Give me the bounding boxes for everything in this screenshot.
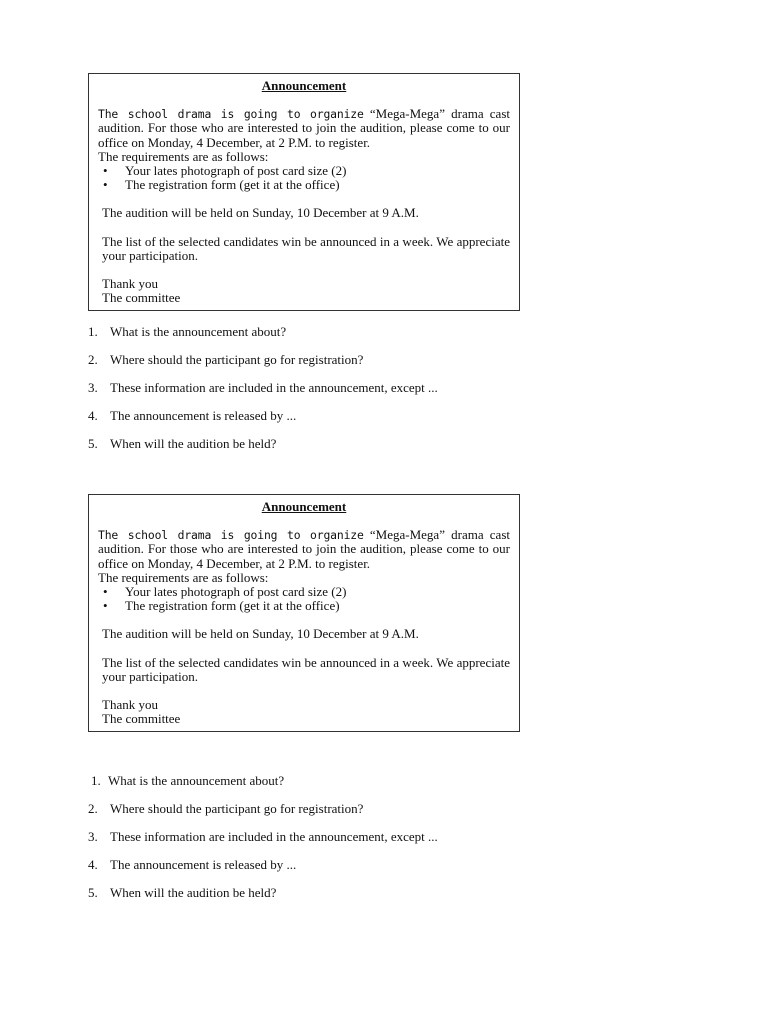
question-item [88,802,528,830]
question-number: 2. [88,801,98,816]
requirements-list [98,585,510,613]
question-item [88,381,528,409]
requirement-text: Your lates photograph of post card size (2) [125,584,347,600]
thanks-line: Thank you [102,697,158,713]
question-item [88,353,528,381]
announcement-intro [98,528,510,571]
announcement-box [88,73,520,311]
requirement-item [98,178,510,192]
intro-lead: The school drama is going to organize [98,528,364,543]
question-number: 2. [88,352,98,367]
question-item [88,858,528,886]
signature-line: The committee [102,711,181,727]
question-text: The announcement is released by ... [110,408,297,423]
question-item [88,774,528,802]
requirements-heading: The requirements are as follows: [98,569,269,585]
bullet-icon: • [103,177,108,193]
question-item [88,437,528,465]
thanks-line: Thank you [102,276,158,292]
intro-rest: “Mega-Mega” drama cast audition. For those who are interested to join the audition, please come to our office on Monday, 4 December, at 2 P.M. to register. [98,106,510,150]
intro-rest: “Mega-Mega” drama cast audition. For those who are interested to join the audition, please come to our office on Monday, 4 December, at 2 P.M. to register. [98,527,510,571]
announcement-box [88,494,520,732]
question-text: When will the audition be held? [110,885,277,900]
bullet-icon: • [103,598,108,614]
question-item [88,409,528,437]
question-number: 5. [88,885,98,900]
results-line: The list of the selected candidates win be announced in a week. We appreciate your participation. [102,654,510,684]
question-list [88,325,528,465]
requirement-item [98,599,510,613]
question-number: 4. [88,857,98,872]
bullet-icon: • [103,584,108,600]
question-number: 5. [88,436,98,451]
question-text: The announcement is released by ... [110,857,297,872]
requirements-list [98,164,510,192]
requirement-text: The registration form (get it at the office) [125,177,340,193]
bullet-icon: • [103,163,108,179]
question-list [88,774,528,914]
audition-date-line: The audition will be held on Sunday, 10 December at 9 A.M. [102,626,419,642]
question-item [88,886,528,914]
question-text: When will the audition be held? [110,436,277,451]
question-item [88,325,528,353]
question-number: 3. [88,380,98,395]
requirement-item [98,164,510,178]
question-text: What is the announcement about? [110,324,287,339]
question-number: 4. [88,408,98,423]
question-item [88,830,528,858]
question-number: 1. [91,773,101,788]
requirement-text: The registration form (get it at the office) [125,598,340,614]
requirements-heading: The requirements are as follows: [98,148,269,164]
intro-lead: The school drama is going to organize [98,107,364,122]
question-text: These information are included in the announcement, except ... [110,380,438,395]
question-text: What is the announcement about? [108,773,285,788]
requirement-text: Your lates photograph of post card size (2) [125,163,347,179]
signature-line: The committee [102,290,181,306]
question-text: Where should the participant go for registration? [110,352,364,367]
announcement-intro [98,107,510,150]
question-number: 3. [88,829,98,844]
question-text: Where should the participant go for registration? [110,801,364,816]
requirement-item [98,585,510,599]
question-text: These information are included in the announcement, except ... [110,829,438,844]
announcement-title: Announcement [261,499,347,514]
results-line: The list of the selected candidates win be announced in a week. We appreciate your participation. [102,233,510,263]
audition-date-line: The audition will be held on Sunday, 10 December at 9 A.M. [102,205,419,221]
question-number: 1. [88,324,98,339]
announcement-title: Announcement [261,78,347,93]
